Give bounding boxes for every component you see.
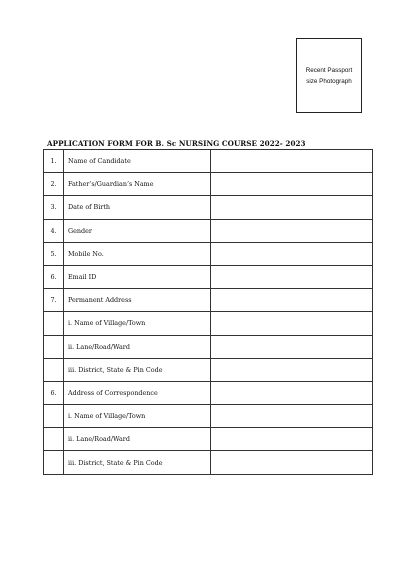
field-label: Name of Candidate — [64, 150, 211, 173]
mobile-number-field[interactable] — [211, 242, 373, 265]
passport-photo-box — [296, 38, 362, 113]
permanent-village-town-field[interactable] — [211, 312, 373, 335]
row-number — [44, 335, 64, 358]
field-label: i. Name of Village/Town — [64, 312, 211, 335]
table-row — [44, 219, 373, 242]
row-number: 6. — [44, 381, 64, 404]
photo-box-label-line2: size Photograph — [306, 77, 352, 85]
table-row — [44, 242, 373, 265]
row-number — [44, 312, 64, 335]
field-label: iii. District, State & Pin Code — [64, 451, 211, 474]
table-row — [44, 150, 373, 173]
application-form-table — [43, 149, 373, 475]
row-number — [44, 405, 64, 428]
row-number: 2. — [44, 173, 64, 196]
photo-box-label-line1: Recent Passport — [305, 66, 353, 74]
table-row — [44, 196, 373, 219]
row-number: 6. — [44, 265, 64, 288]
table-row — [44, 405, 373, 428]
father-guardian-name-field[interactable] — [211, 173, 373, 196]
field-label: ii. Lane/Road/Ward — [64, 335, 211, 358]
email-id-field[interactable] — [211, 265, 373, 288]
table-row — [44, 381, 373, 404]
correspondence-village-town-field[interactable] — [211, 405, 373, 428]
field-label: Permanent Address — [64, 289, 211, 312]
table-row — [44, 173, 373, 196]
correspondence-lane-road-ward-field[interactable] — [211, 428, 373, 451]
table-row — [44, 265, 373, 288]
field-label: iii. District, State & Pin Code — [64, 358, 211, 381]
field-label: Date of Birth — [64, 196, 211, 219]
field-label: Mobile No. — [64, 242, 211, 265]
field-label: i. Name of Village/Town — [64, 405, 211, 428]
table-row — [44, 451, 373, 474]
gender-field[interactable] — [211, 219, 373, 242]
row-number: 4. — [44, 219, 64, 242]
field-label: Gender — [64, 219, 211, 242]
row-number: 5. — [44, 242, 64, 265]
table-row — [44, 335, 373, 358]
field-label: Email ID — [64, 265, 211, 288]
date-of-birth-field[interactable] — [211, 196, 373, 219]
permanent-lane-road-ward-field[interactable] — [211, 335, 373, 358]
table-row — [44, 428, 373, 451]
name-of-candidate-field[interactable] — [211, 150, 373, 173]
field-label: ii. Lane/Road/Ward — [64, 428, 211, 451]
permanent-address-field[interactable] — [211, 289, 373, 312]
row-number: 3. — [44, 196, 64, 219]
form-table-body — [44, 150, 373, 475]
row-number — [44, 451, 64, 474]
table-row — [44, 358, 373, 381]
correspondence-address-field[interactable] — [211, 381, 373, 404]
row-number — [44, 428, 64, 451]
field-label: Father’s/Guardian’s Name — [64, 173, 211, 196]
correspondence-district-state-pin-field[interactable] — [211, 451, 373, 474]
permanent-district-state-pin-field[interactable] — [211, 358, 373, 381]
row-number — [44, 358, 64, 381]
field-label: Address of Correspondence — [64, 381, 211, 404]
form-title: APPLICATION FORM FOR B. Sc NURSING COURSE 2022- 2023 — [47, 139, 306, 148]
table-row — [44, 289, 373, 312]
row-number: 1. — [44, 150, 64, 173]
table-row — [44, 312, 373, 335]
row-number: 7. — [44, 289, 64, 312]
